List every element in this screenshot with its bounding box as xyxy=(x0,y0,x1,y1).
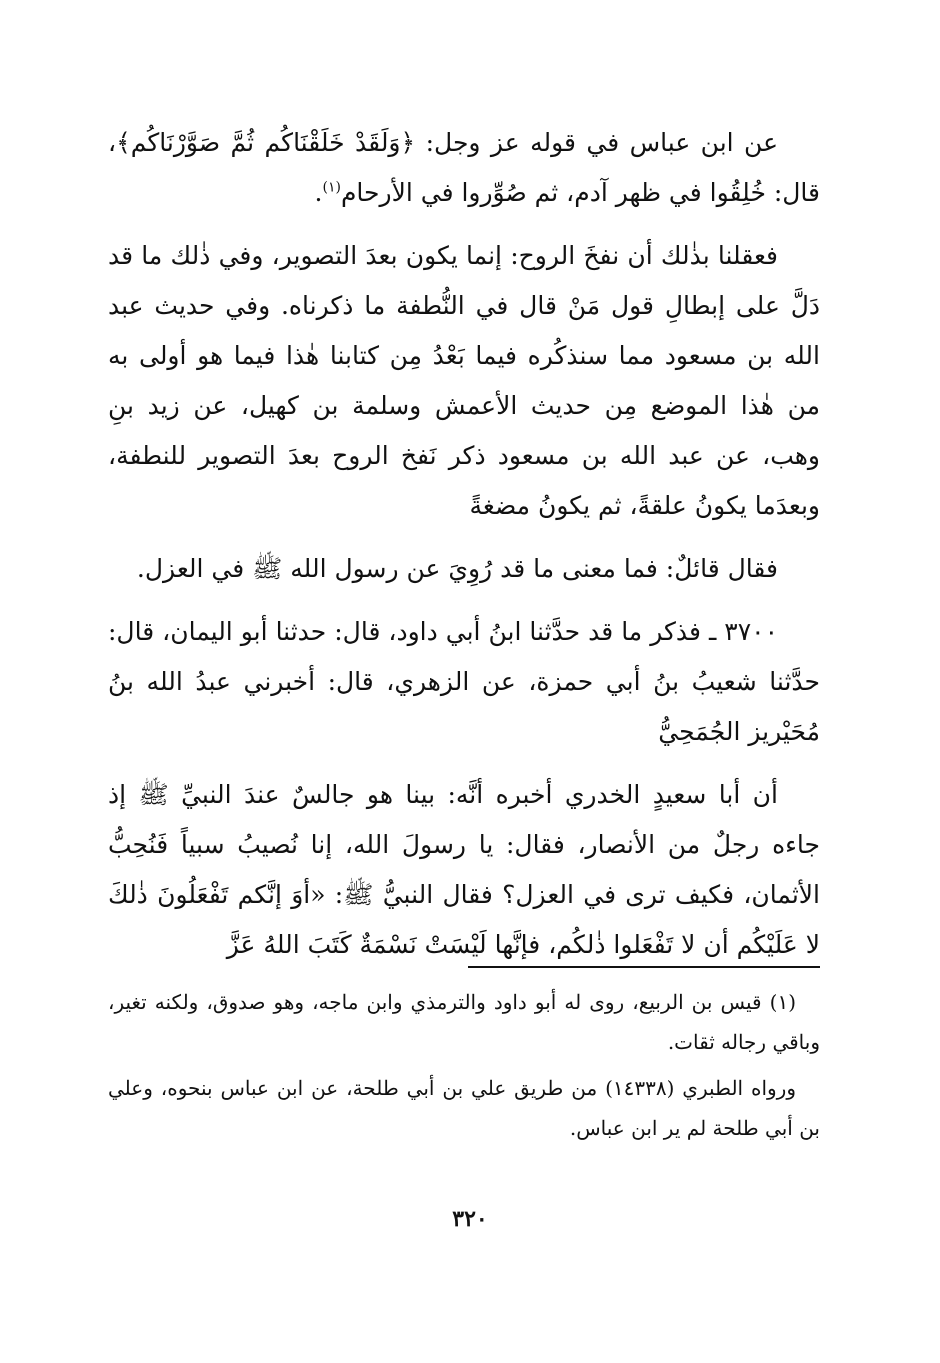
paragraph-3: فقال قائلٌ: فما معنى ما قد رُوِيَ عن رسول الله ﷺ في العزل. xyxy=(136,554,778,583)
paragraph-1-end: . xyxy=(314,178,323,207)
footnote-separator xyxy=(468,966,820,968)
paragraph-5: أن أبا سعيدٍ الخدري أخبره أنَّه: بينا هو جالسٌ عندَ النبيِّ ﷺ إذ جاءه رجلٌ من الأنصار، فقال: يا رسولَ الله، إنا نُصيبُ سبياً فَنُحِبُّ الأثمان، فكيف ترى في العزل؟ فقال النبيُّ ﷺ: «أوَ إنَّكم تَفْعَلُونَ ذٰلكَ لا عَلَيْكُم أن لا تَفْعَلوا ذٰلكُم، فإنَّها لَيْسَتْ نَسْمَةٌ كَتَبَ اللهُ عَزَّ xyxy=(108,780,820,959)
footnote-1: (١) قيس بن الربيع، روى له أبو داود والترمذي وابن ماجه، وهو صدوق، ولكنه تغير، وباقي رجاله ثقات. xyxy=(108,990,820,1054)
footnote-2: ورواه الطبري (١٤٣٣٨) من طريق علي بن أبي طلحة، عن ابن عباس بنحوه، وعلي بن أبي طلحة لم ير ابن عباس. xyxy=(108,1076,820,1140)
page-number: ٣٢٠ xyxy=(452,1206,488,1232)
main-text xyxy=(108,118,820,983)
paragraph-4-hadith-number: ٣٧٠٠ ـ فذكر ما قد حدَّثنا ابنُ أبي داود، قال: حدثنا أبو اليمان، قال: حدَّثنا شعيبُ بنُ أبي حمزة، عن الزهري، قال: أخبرني عبدُ الله بنُ مُحَيْريز الجُمَحِيُّ xyxy=(108,617,820,746)
footnote-marker[interactable]: (١) xyxy=(322,179,341,196)
paragraph-1-text: عن ابن عباس في قوله عز وجل: ﴿وَلَقَدْ خَلَقْنَاكُم ثُمَّ صَوَّرْنَاكُم﴾، قال: خُلِقُوا في ظهر آدم، ثم صُوِّروا في الأرحام xyxy=(108,128,820,207)
paragraph-1 xyxy=(108,118,820,218)
paragraph-2: فعقلنا بذٰلك أن نفخَ الروح: إنما يكون بعدَ التصوير، وفي ذٰلك ما قد دَلَّ على إبطالِ قول مَنْ قال في النُّطفة ما ذكرناه. وفي حديث عبد الله بن مسعود مما سنذكُره فيما بَعْدُ مِن كتابنا هٰذا فيما هو أولى به من هٰذا الموضع مِن حديث الأعمش وسلمة بن كهيل، عن زيد بنِ وهب، عن عبد الله بن مسعود ذكر نَفخ الروح بعدَ التصوير للنطفة، وبعدَما يكونُ علقةً، ثم يكونُ مضغةً xyxy=(108,241,820,520)
footnotes xyxy=(108,982,820,1154)
